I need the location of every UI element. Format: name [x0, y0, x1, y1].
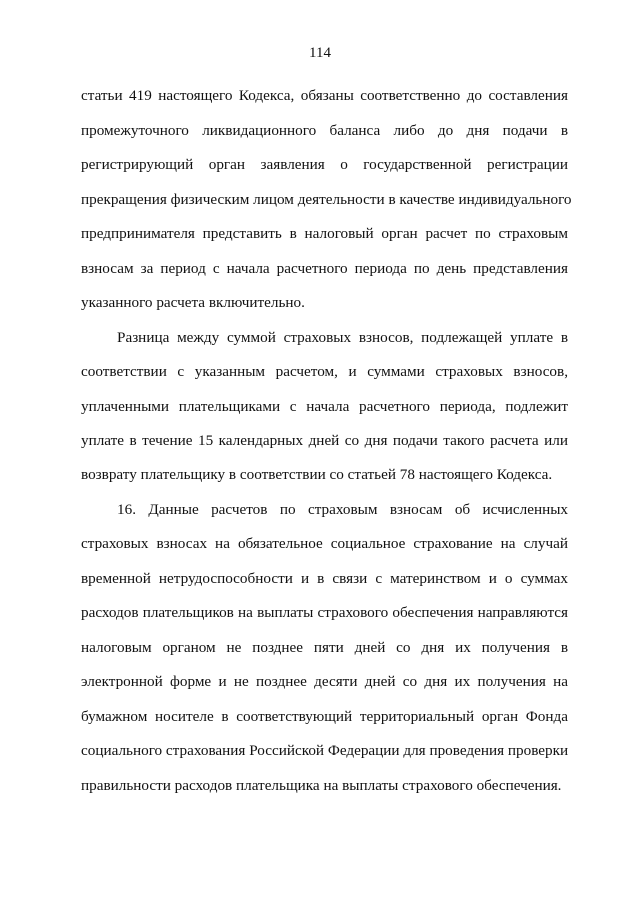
text-line: 16. Данные расчетов по страховым взносам об исчисленных: [117, 501, 568, 518]
text-line: регистрирующий орган заявления о государственной регистрации: [81, 156, 568, 173]
text-line: бумажном носителе в соответствующий территориальный орган Фонда: [81, 708, 568, 725]
text-line: страховых взносах на обязательное социальное страхование на случай: [81, 535, 568, 552]
text-line: взносам за период с начала расчетного периода по день представления: [81, 260, 568, 277]
text-line: уплате в течение 15 календарных дней со дня подачи такого расчета или: [81, 432, 568, 449]
text-line: промежуточного ликвидационного баланса либо до дня подачи в: [81, 122, 568, 139]
text-line: прекращения физическим лицом деятельности в качестве индивидуального: [81, 191, 572, 208]
text-line: налоговым органом не позднее пяти дней со дня их получения в: [81, 639, 568, 656]
text-line: предпринимателя представить в налоговый орган расчет по страховым: [81, 225, 568, 242]
text-line: временной нетрудоспособности и в связи с материнством и о суммах: [81, 570, 568, 587]
text-line: правильности расходов плательщика на выплаты страхового обеспечения.: [81, 777, 562, 794]
text-line: соответствии с указанным расчетом, и суммами страховых взносов,: [81, 363, 568, 380]
page-number: 114: [309, 45, 331, 61]
text-line: возврату плательщику в соответствии со статьей 78 настоящего Кодекса.: [81, 466, 553, 483]
text-line: Разница между суммой страховых взносов, подлежащей уплате в: [117, 329, 568, 346]
text-line: статьи 419 настоящего Кодекса, обязаны соответственно до составления: [81, 87, 568, 104]
text-line: социального страхования Российской Федерации для проведения проверки: [81, 742, 569, 759]
text-line: уплаченными плательщиками с начала расчетного периода, подлежит: [81, 398, 568, 415]
text-line: электронной форме и не позднее десяти дней со дня их получения на: [81, 673, 568, 690]
text-line: указанного расчета включительно.: [81, 294, 305, 311]
text-line: расходов плательщиков на выплаты страхового обеспечения направляются: [81, 604, 568, 621]
